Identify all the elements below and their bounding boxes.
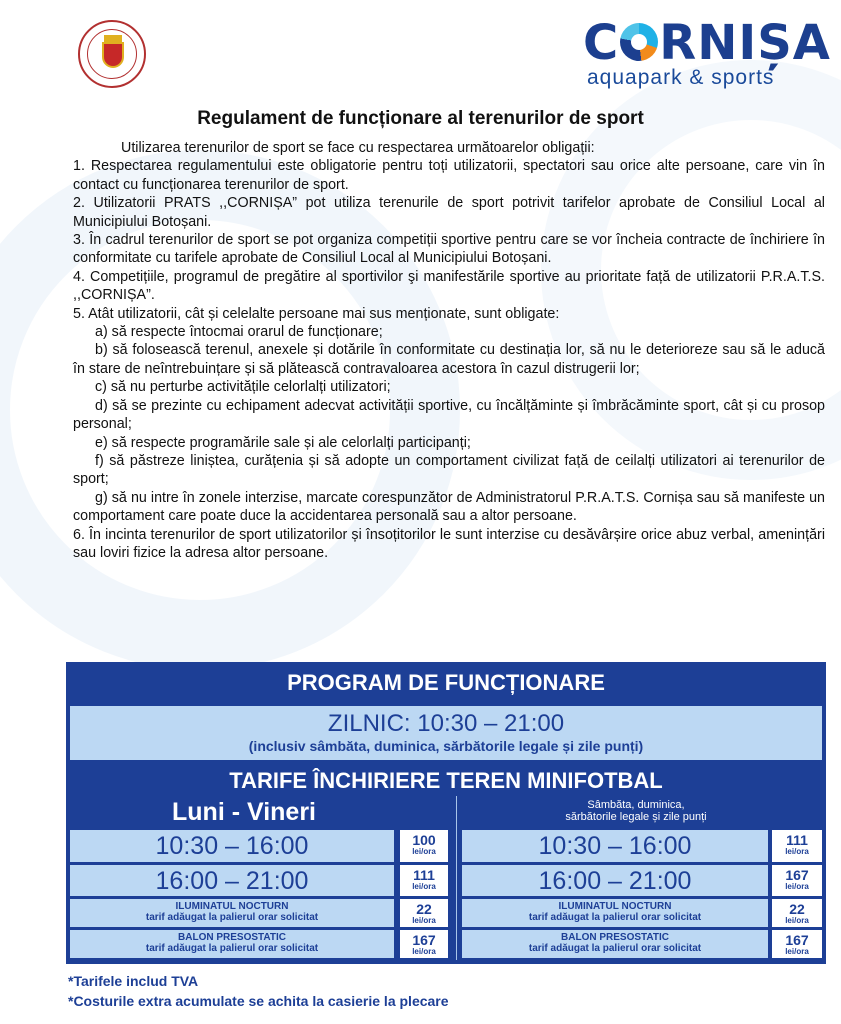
weekday-price-2: 111 lei/ora	[400, 865, 448, 896]
logo-subtitle: aquapark & sports	[587, 66, 775, 89]
footnotes	[68, 971, 449, 1011]
weekend-dome: BALON PRESOSTATIC tarif adăugat la palierul orar solicitat	[462, 930, 768, 958]
page-title: Regulament de funcționare al terenurilor de sport	[197, 108, 644, 129]
weekday-lighting-price: 22 lei/ora	[400, 899, 448, 927]
program-heading: PROGRAM DE FUNCȚIONARE	[287, 670, 605, 695]
weekend-dome-price: 167 lei/ora	[772, 930, 822, 958]
schedule-box	[70, 706, 822, 760]
footnote-extra-costs: *Costurile extra acumulate se achita la casierie la plecare	[68, 993, 449, 1009]
tariff-heading: TARIFE ÎNCHIRIERE TEREN MINIFOTBAL	[229, 768, 663, 793]
weekend-price-1: 111 lei/ora	[772, 830, 822, 862]
weekend-price-2: 167 lei/ora	[772, 865, 822, 896]
rule-3: 3. În cadrul terenurilor de sport se pot organiza competiții sportive pentru care se vor încheia contracte de închiriere în conformitate cu tarifele aprobate de Consiliul Local al Municipiului Botoșani.	[73, 232, 825, 267]
weekday-lighting: ILUMINATUL NOCTURN tarif adăugat la palierul orar solicitat	[70, 899, 394, 927]
rule-5e: e) să respecte programările sale și ale celorlalți participanți;	[95, 434, 471, 451]
weekend-slot-1: 10:30 – 16:00	[462, 830, 768, 862]
weekday-slot-2: 16:00 – 21:00	[70, 865, 394, 896]
tariff-panel	[66, 662, 826, 964]
footnote-vat: *Tarifele includ TVA	[68, 973, 199, 989]
rules-intro: Utilizarea terenurilor de sport se face cu respectarea următoarelor obligații:	[121, 140, 595, 156]
rule-1: 1. Respectarea regulamentului este obligatorie pentru toți utilizatorii, spectatori sau orice alte persoane, care vin în contact cu funcționarea terenurilor de sport.	[73, 158, 825, 193]
cornisa-logo: C RNIȘA	[583, 15, 831, 71]
weekday-price-1: 100 lei/ora	[400, 830, 448, 862]
weekday-dome-price: 167 lei/ora	[400, 930, 448, 958]
weekend-label: Sâmbăta, duminica, sărbătorile legale și zile punți	[565, 799, 707, 823]
rule-5c: c) să nu perturbe activitățile celorlalți utilizatori;	[95, 379, 391, 396]
schedule-hours: ZILNIC: 10:30 – 21:00	[327, 710, 565, 737]
weekend-lighting-price: 22 lei/ora	[772, 899, 822, 927]
logo-swirl-icon	[620, 23, 658, 61]
weekday-label: Luni - Vineri	[172, 798, 316, 826]
weekday-slot-1: 10:30 – 16:00	[70, 830, 394, 862]
municipal-crest-logo	[78, 20, 146, 88]
schedule-note: (inclusiv sâmbăta, duminica, sărbătorile legale și zile punți)	[248, 738, 644, 754]
rule-5: 5. Atât utilizatorii, cât și celelalte persoane mai sus menționate, sunt obligate:	[73, 305, 560, 322]
rule-5b: b) să folosească terenul, anexele și dotările în conformitate cu destinația lor, să nu le deterioreze sau să le aducă în stare de neîntrebuințare și să plătească contravaloarea acestora în cazul distrugerii lor;	[73, 342, 825, 377]
rule-5g: g) să nu intre în zonele interzise, marcate corespunzător de Administratorul P.R.A.T.S. Cornișa sau să manifeste un comportament care poate duce la accidentarea personală sau a altor persoane.	[73, 489, 825, 525]
weekend-lighting: ILUMINATUL NOCTURN tarif adăugat la palierul orar solicitat	[462, 899, 768, 927]
weekend-slot-2: 16:00 – 21:00	[462, 865, 768, 896]
rule-6: 6. În incinta terenurilor de sport utilizatorilor și însoțitorilor le sunt interzise cu desăvârșire orice abuz verbal, amenințări sau loviri fizice la adresa altor persoane.	[73, 526, 825, 561]
rule-5f: f) să păstreze liniștea, curățenia și să adopte un comportament civilizat față de ceilalți utilizatori ai terenurilor de sport;	[73, 452, 825, 488]
rules-text	[73, 139, 825, 562]
weekday-dome: BALON PRESOSTATIC tarif adăugat la palierul orar solicitat	[70, 930, 394, 958]
rule-5d: d) să se prezinte cu echipament adecvat activității sportive, cu încălțăminte și îmbrăcăminte sport, cât și cu prosop personal;	[73, 397, 825, 433]
rule-4: 4. Competițiile, programul de pregătire al sportivilor şi manifestările sportive au prioritate față de utilizatorii P.R.A.T.S. ,,CORNIȘA”.	[73, 268, 825, 304]
rule-5a: a) să respecte întocmai orarul de funcționare;	[95, 324, 383, 341]
rule-2: 2. Utilizatorii PRATS ,,CORNIȘA” pot utiliza terenurile de sport potrivit tarifelor aprobate de Consiliul Local al Municipiului Botoșani.	[73, 195, 825, 230]
column-divider	[456, 796, 457, 960]
